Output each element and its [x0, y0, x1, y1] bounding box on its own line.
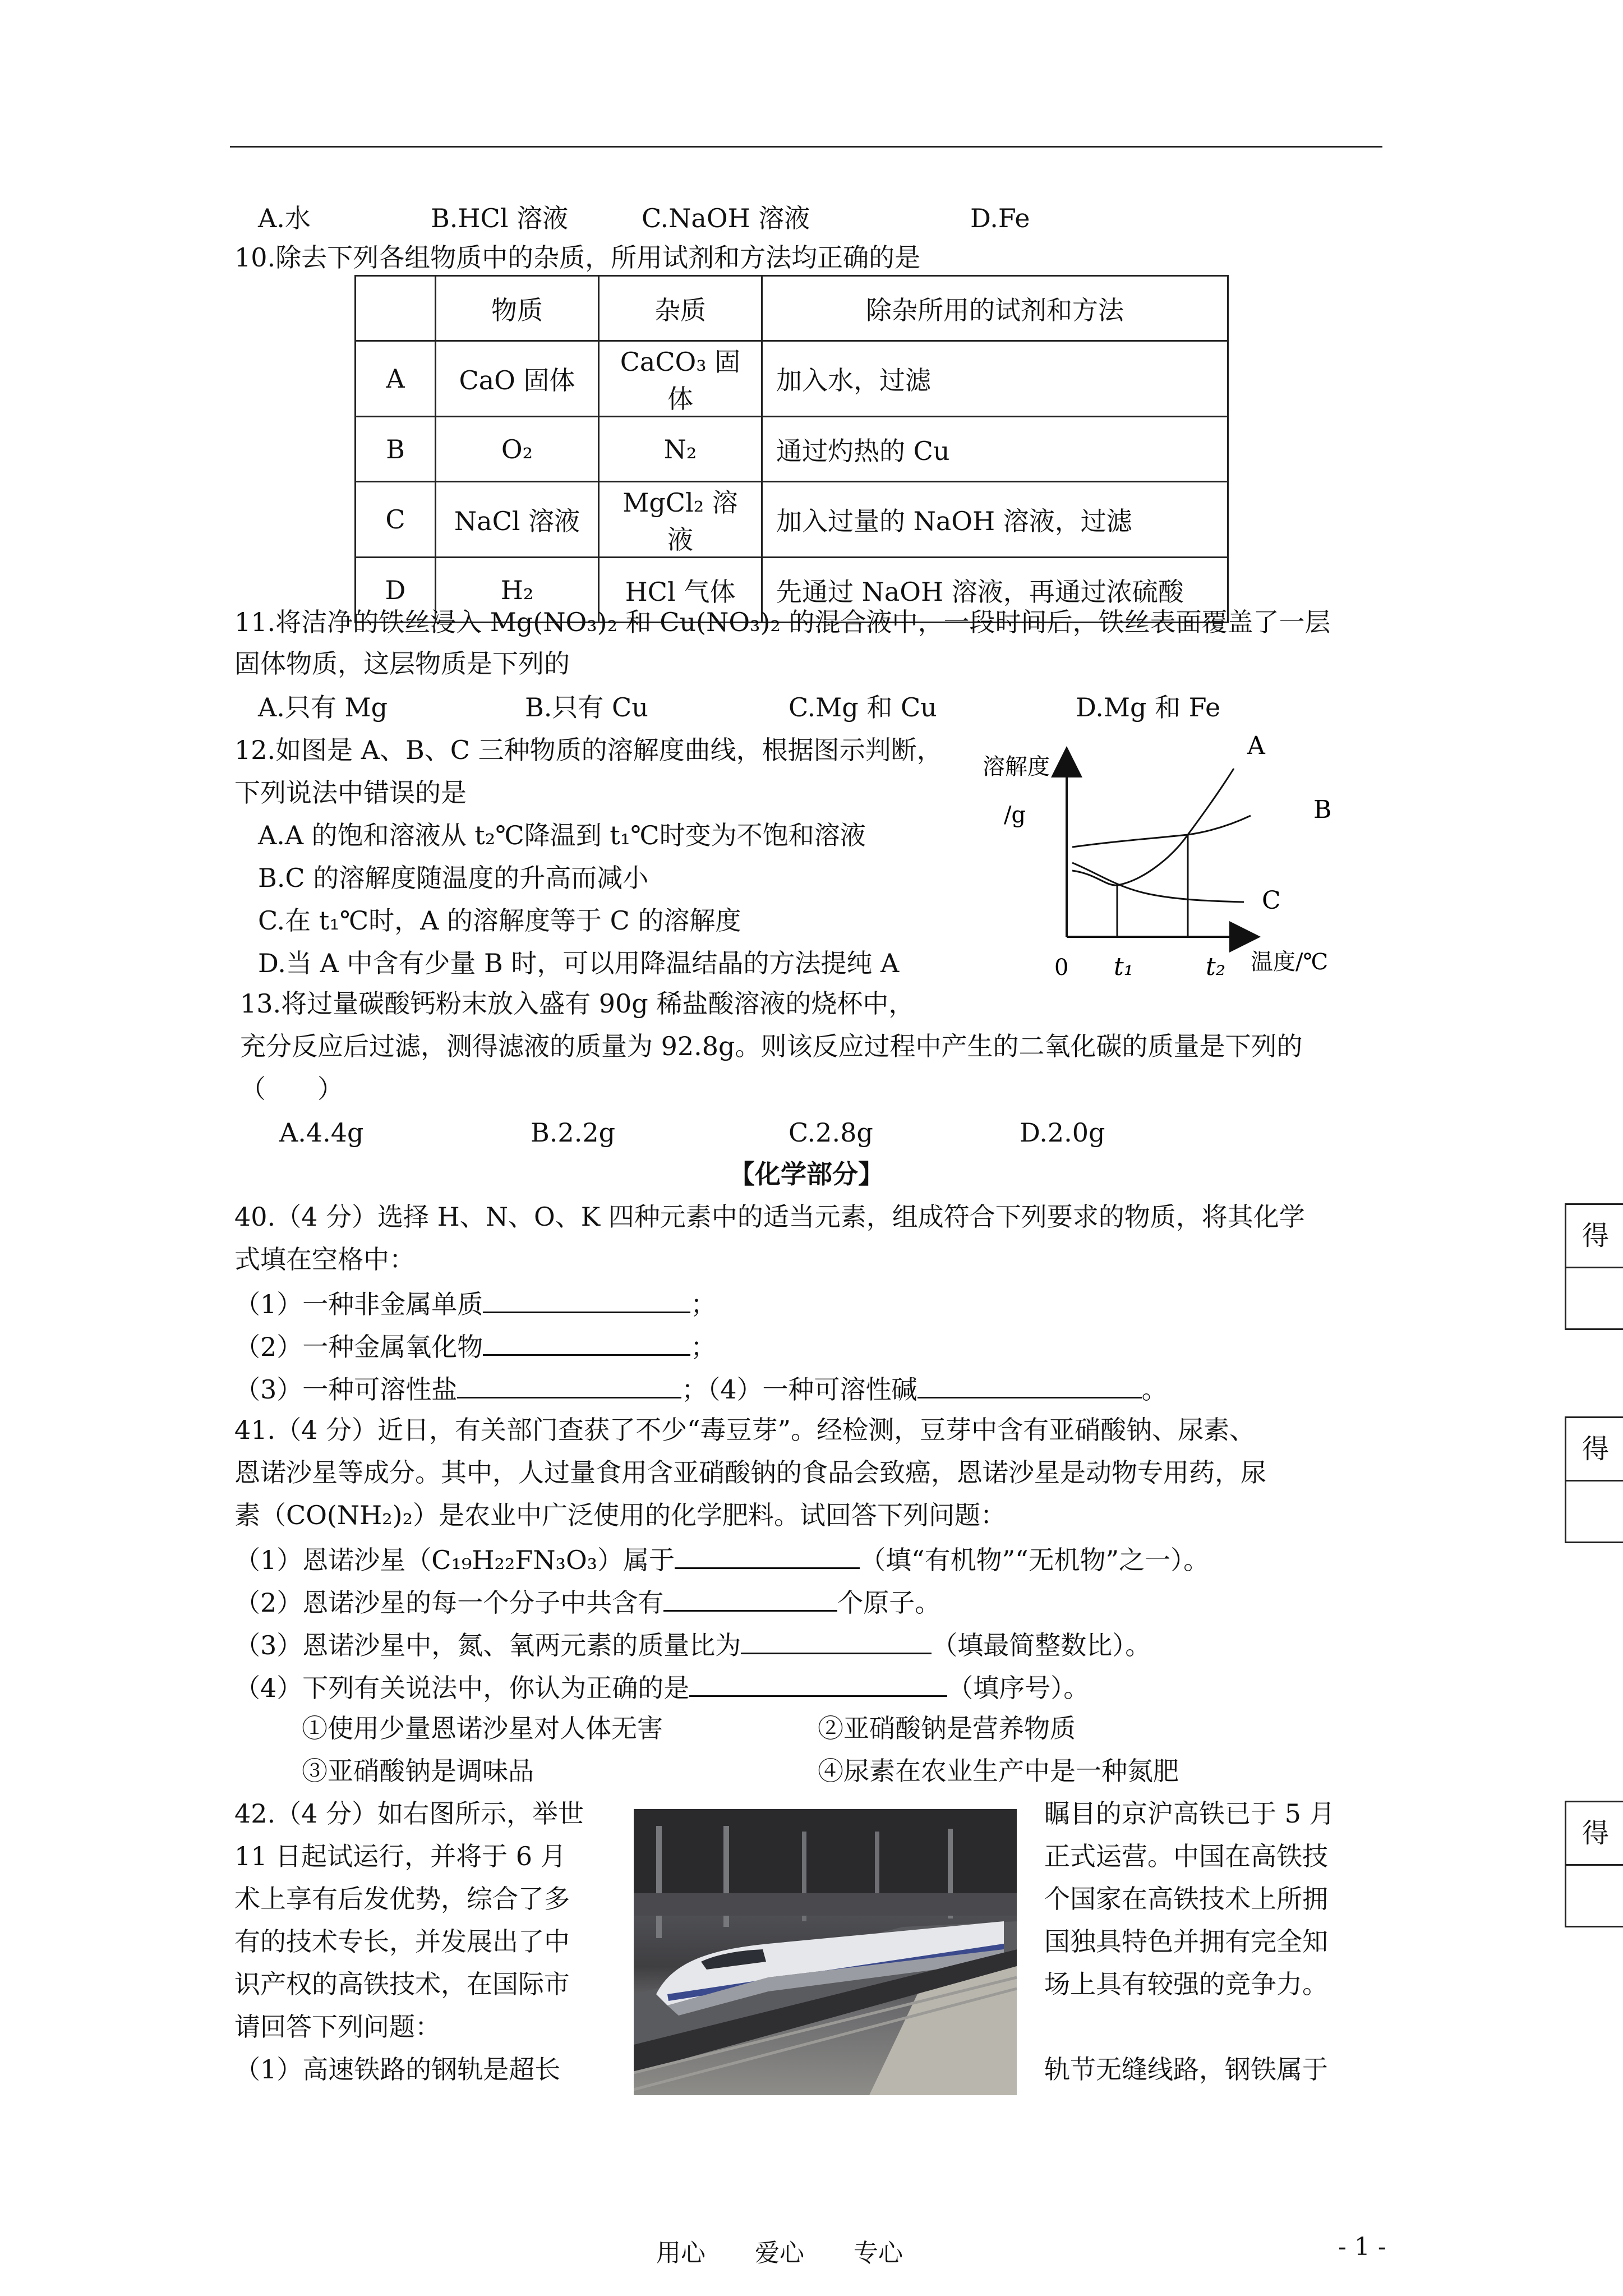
semicolon: ； [690, 1332, 717, 1362]
q40-item-label: （1）一种非金属单质 [234, 1289, 483, 1319]
q42-left-line: 42.（4 分）如右图所示，举世 [234, 1798, 584, 1829]
score-label: 得 [1566, 1418, 1623, 1481]
row-substance: H₂ [436, 558, 599, 623]
q42-left-line: 术上享有后发优势，综合了多 [234, 1884, 570, 1914]
series-label-b: B [1313, 795, 1332, 824]
q9-option-d: D.Fe [970, 203, 1030, 233]
x-tick-label: t₂ [1206, 953, 1226, 981]
q40-item-1 [234, 1289, 716, 1317]
q13-line3: （ ） [240, 1074, 343, 1104]
q41-sub-2 [234, 1588, 940, 1616]
q12-line2: 下列说法中错误的是 [234, 777, 467, 808]
section-title: 【化学部分】 [729, 1159, 884, 1189]
q42-right-line: 正式运营。中国在高铁技 [1044, 1841, 1328, 1871]
q42-left-line: 11 日起试运行，并将于 6 月 [234, 1841, 566, 1871]
q11-line2: 固体物质，这层物质是下列的 [234, 648, 570, 679]
answer-blank[interactable] [457, 1374, 681, 1398]
page-number: - 1 - [1338, 2233, 1386, 2261]
q41-choice-4: ④尿素在农业生产中是一种氮肥 [818, 1756, 1179, 1786]
series-label-a: A [1247, 731, 1265, 760]
table-row [356, 341, 1228, 417]
row-substance: O₂ [436, 417, 599, 482]
q13-option-a: A.4.4g [279, 1117, 364, 1148]
q42-left-line: （1）高速铁路的钢轨是超长 [234, 2054, 561, 2085]
q41-choice-1: ①使用少量恩诺沙星对人体无害 [302, 1713, 663, 1743]
curve-a [1072, 769, 1234, 885]
q13-option-d: D.2.0g [1020, 1117, 1105, 1148]
table-header-cell [356, 276, 436, 341]
q10-table [354, 275, 1229, 623]
y-axis-unit: /g [1004, 802, 1026, 828]
q13-line1: 13.将过量碳酸钙粉末放入盛有 90g 稀盐酸溶液的烧杯中， [240, 988, 915, 1019]
q41-choice-2: ②亚硝酸钠是营养物质 [818, 1713, 1076, 1743]
row-impurity: HCl 气体 [599, 558, 762, 623]
q41-sub-1 [234, 1545, 1209, 1573]
row-impurity: N₂ [599, 417, 762, 482]
table-header-row [356, 276, 1228, 341]
q9-option-c: C.NaOH 溶液 [642, 203, 810, 233]
row-id: B [356, 417, 436, 482]
q41-sub-4 [234, 1673, 1089, 1701]
row-method: 通过灼热的 Cu [762, 417, 1228, 482]
q12-option-b: B.C 的溶解度随温度的升高而减小 [258, 863, 649, 893]
q13-option-b: B.2.2g [531, 1117, 616, 1148]
row-id: A [356, 341, 436, 417]
q12-option-c: C.在 t₁℃时，A 的溶解度等于 C 的溶解度 [258, 905, 741, 936]
q11-option-b: B.只有 Cu [525, 692, 648, 723]
origin-label: 0 [1054, 955, 1069, 981]
q40-item-2 [234, 1332, 716, 1360]
q41-sub-text: （3）恩诺沙星中，氮、氧两元素的质量比为 [234, 1630, 741, 1660]
header-rule [230, 146, 1382, 148]
train-illustration [634, 1809, 1017, 2095]
q41-line2: 恩诺沙星等成分。其中，人过量食用含亚硝酸钠的食品会致癌，恩诺沙星是动物专用药，尿 [234, 1457, 1266, 1488]
q41-sub-text: （填序号）。 [947, 1673, 1090, 1703]
q11-option-c: C.Mg 和 Cu [789, 692, 937, 723]
q40-line2: 式填在空格中： [234, 1244, 415, 1274]
row-method: 先通过 NaOH 溶液，再通过浓硫酸 [762, 558, 1228, 623]
q40-item-label: （2）一种金属氧化物 [234, 1332, 483, 1362]
answer-blank[interactable] [675, 1545, 860, 1569]
answer-blank[interactable] [483, 1332, 690, 1356]
train-photo [634, 1809, 1017, 2095]
q9-option-a: A.水 [258, 203, 311, 233]
answer-blank[interactable] [663, 1588, 837, 1612]
q9-option-b: B.HCl 溶液 [431, 203, 569, 233]
q11-line1: 11.将洁净的铁丝浸入 Mg(NO₃)₂ 和 Cu(NO₃)₂ 的混合液中，一段时间后，铁丝表面覆盖了一层 [234, 607, 1331, 637]
semicolon: ； [681, 1374, 708, 1405]
x-axis-label: 温度/℃ [1251, 949, 1329, 975]
q41-sub-text: （2）恩诺沙星的每一个分子中共含有 [234, 1588, 664, 1618]
solubility-chart [970, 724, 1352, 993]
q12-option-d: D.当 A 中含有少量 B 时，可以用降温结晶的方法提纯 A [258, 948, 900, 978]
q11-option-a: A.只有 Mg [258, 692, 388, 723]
q40-item-3-4 [234, 1374, 1168, 1405]
table-header-cell: 物质 [436, 276, 599, 341]
row-impurity: CaCO₃ 固体 [599, 341, 762, 417]
q12-option-a: A.A 的饱和溶液从 t₂℃降温到 t₁℃时变为不饱和溶液 [258, 820, 866, 850]
series-label-c: C [1262, 886, 1281, 915]
q41-line3: 素（CO(NH₂)₂）是农业中广泛使用的化学肥料。试回答下列问题： [234, 1500, 1007, 1530]
q12-line1: 12.如图是 A、B、C 三种物质的溶解度曲线，根据图示判断， [234, 735, 943, 765]
q41-sub-text: （填最简整数比）。 [932, 1630, 1151, 1660]
q11-option-d: D.Mg 和 Fe [1076, 692, 1221, 723]
q40-item-label: （4）一种可溶性碱 [707, 1374, 917, 1405]
q42-left-line: 请回答下列问题： [234, 2012, 441, 2042]
q42-right-line: 国独具特色并拥有完全知 [1044, 1926, 1328, 1957]
q41-sub-text: （4）下列有关说法中，你认为正确的是 [234, 1673, 690, 1703]
score-label: 得 [1566, 1205, 1623, 1268]
curve-b [1072, 816, 1251, 847]
table-row [356, 482, 1228, 558]
row-substance: NaCl 溶液 [436, 482, 599, 558]
curve-c [1072, 863, 1244, 902]
q42-right-line: 场上具有较强的竞争力。 [1044, 1969, 1328, 1999]
q40-item-label: （3）一种可溶性盐 [234, 1374, 458, 1405]
q41-sub-text: 个原子。 [837, 1588, 941, 1618]
semicolon: ； [690, 1289, 717, 1319]
score-box [1565, 1801, 1623, 1927]
footer-middle: 爱心 [755, 2239, 804, 2267]
score-box [1565, 1416, 1623, 1543]
q13-line2: 充分反应后过滤，测得滤液的质量为 92.8g。则该反应过程中产生的二氧化碳的质量是下列的 [240, 1031, 1303, 1061]
answer-blank[interactable] [483, 1289, 690, 1313]
row-method: 加入水，过滤 [762, 341, 1228, 417]
answer-blank[interactable] [741, 1630, 932, 1654]
row-substance: CaO 固体 [436, 341, 599, 417]
row-impurity: MgCl₂ 溶液 [599, 482, 762, 558]
answer-blank[interactable] [917, 1374, 1142, 1398]
q10-stem: 10.除去下列各组物质中的杂质，所用试剂和方法均正确的是 [234, 242, 921, 273]
q41-sub-text: （填“有机物”“无机物”之一）。 [860, 1545, 1210, 1575]
score-box [1565, 1203, 1623, 1330]
answer-blank[interactable] [689, 1673, 947, 1697]
row-method: 加入过量的 NaOH 溶液，过滤 [762, 482, 1228, 558]
q13-option-c: C.2.8g [789, 1117, 873, 1148]
footer-right: 专心 [854, 2239, 903, 2267]
score-label: 得 [1566, 1802, 1623, 1866]
table-header-cell: 除杂所用的试剂和方法 [762, 276, 1228, 341]
row-id: D [356, 558, 436, 623]
q41-sub-3 [234, 1630, 1151, 1658]
q42-left-line: 识产权的高铁技术，在国际市 [234, 1969, 570, 1999]
table-row [356, 417, 1228, 482]
q40-line1: 40.（4 分）选择 H、N、O、K 四种元素中的适当元素，组成符合下列要求的物质，将其化学 [234, 1202, 1305, 1232]
q42-right-line: 个国家在高铁技术上所拥 [1044, 1884, 1328, 1914]
q41-line1: 41.（4 分）近日，有关部门查获了不少“毒豆芽”。经检测，豆芽中含有亚硝酸钠、尿素、 [234, 1415, 1256, 1445]
footer-left: 用心 [656, 2239, 706, 2267]
q41-sub-text: （1）恩诺沙星（C₁₉H₂₂FN₃O₃）属于 [234, 1545, 675, 1575]
row-id: C [356, 482, 436, 558]
q42-right-line: 轨节无缝线路，钢铁属于 [1044, 2054, 1328, 2085]
q42-right-line: 瞩目的京沪高铁已于 5 月 [1044, 1798, 1335, 1829]
q41-choice-3: ③亚硝酸钠是调味品 [302, 1756, 534, 1786]
q42-left-line: 有的技术专长，并发展出了中 [234, 1926, 570, 1957]
period: 。 [1141, 1374, 1168, 1405]
x-tick-label: t₁ [1114, 953, 1134, 981]
table-header-cell: 杂质 [599, 276, 762, 341]
y-axis-label: 溶解度 [983, 754, 1050, 780]
